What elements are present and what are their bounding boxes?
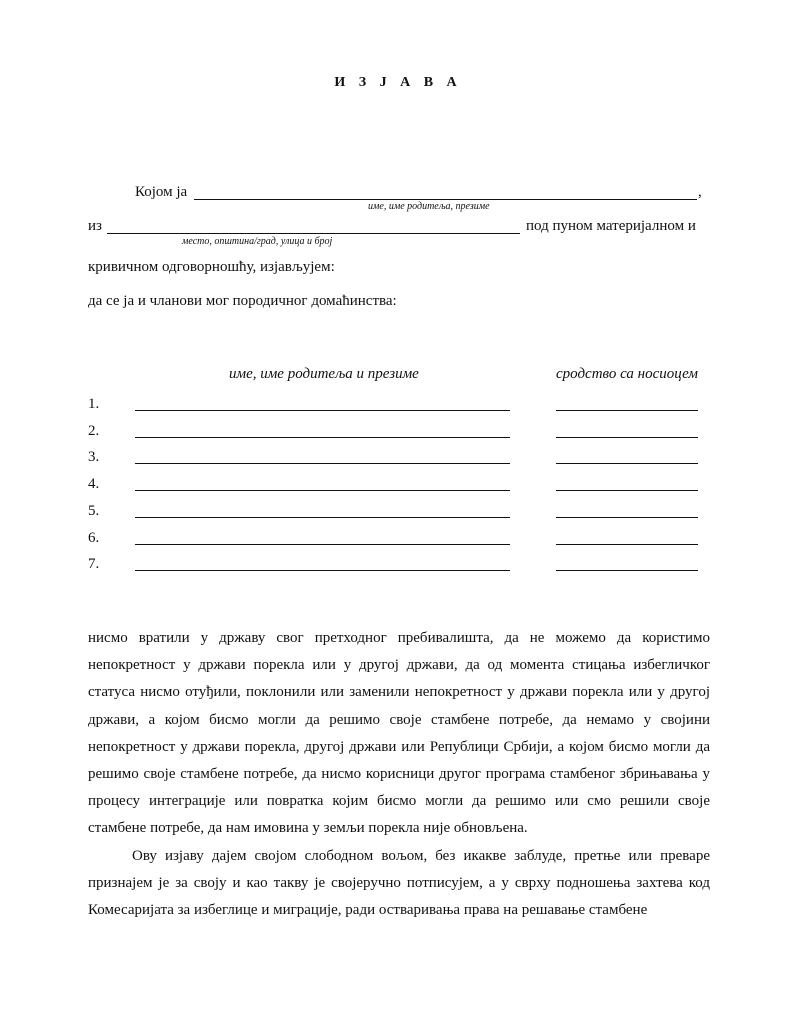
paragraph-main: нисмо вратили у државу свог претходног пребивалишта, да не можемо да користимо непокретност у држави порекла или у другој држави, да од момента стицања избегличког статуса нисмо отуђили, поклонили или заменили непокретност у држави порекла или у другој држави, а којом бисмо могли да решимо своје стамбене потребе, да немамо у својини непокретност у држави порекла, другој држави или Републици Србији, а којом бисмо могли да решимо своје стамбене потребе, да нисмо корисници другог програма стамбеног збрињавања у процесу интеграције или повратка којим бисмо могли да решимо или смо решили своје стамбене потребе, да нам имовина у земљи порекла није обновљена. <box>88 630 710 837</box>
row-relation-line[interactable] <box>556 437 698 438</box>
row-number: 7. <box>88 556 100 572</box>
line2-prefix: из <box>88 218 102 234</box>
row-relation-line[interactable] <box>556 570 698 571</box>
row-number: 3. <box>88 449 100 465</box>
document-title: И З Ј А В А <box>334 75 462 90</box>
table-header-name: име, име родитеља и презиме <box>229 366 419 382</box>
line1-comma: , <box>698 184 702 200</box>
address-hint: место, општина/град, улица и број <box>182 236 333 247</box>
row-number: 1. <box>88 396 100 412</box>
liability-text: кривичном одговорношћу, изјављујем: <box>88 259 335 275</box>
row-name-line[interactable] <box>135 544 510 545</box>
row-name-line[interactable] <box>135 517 510 518</box>
row-number: 4. <box>88 476 100 492</box>
row-relation-line[interactable] <box>556 544 698 545</box>
row-number: 5. <box>88 503 100 519</box>
line1-label: Којом ја <box>135 184 188 200</box>
row-name-line[interactable] <box>135 410 510 411</box>
row-relation-line[interactable] <box>556 490 698 491</box>
address-fill-line[interactable] <box>107 233 520 234</box>
row-relation-line[interactable] <box>556 463 698 464</box>
row-name-line[interactable] <box>135 570 510 571</box>
row-relation-line[interactable] <box>556 410 698 411</box>
paragraph-statement: Ову изјаву дајем својом слободном вољом, без икакве заблуде, претње или преваре признајем је за своју и као такву је својеручно потписујем, а у сврху подношења захтева код Комесаријата за избеглице и миграције, ради остваривања права на решавање стамбене <box>88 847 710 919</box>
household-text: да се ја и чланови мог породичног домаћинства: <box>88 293 397 309</box>
row-number: 6. <box>88 530 100 546</box>
row-name-line[interactable] <box>135 490 510 491</box>
row-name-line[interactable] <box>135 463 510 464</box>
row-number: 2. <box>88 423 100 439</box>
declaration-body <box>88 625 710 924</box>
table-header-relation: сродство са носиоцем <box>556 366 698 382</box>
row-name-line[interactable] <box>135 437 510 438</box>
name-hint: име, име родитеља, презиме <box>368 201 490 212</box>
row-relation-line[interactable] <box>556 517 698 518</box>
line2-suffix: под пуном материјалном и <box>526 218 696 234</box>
name-fill-line[interactable] <box>194 199 697 200</box>
